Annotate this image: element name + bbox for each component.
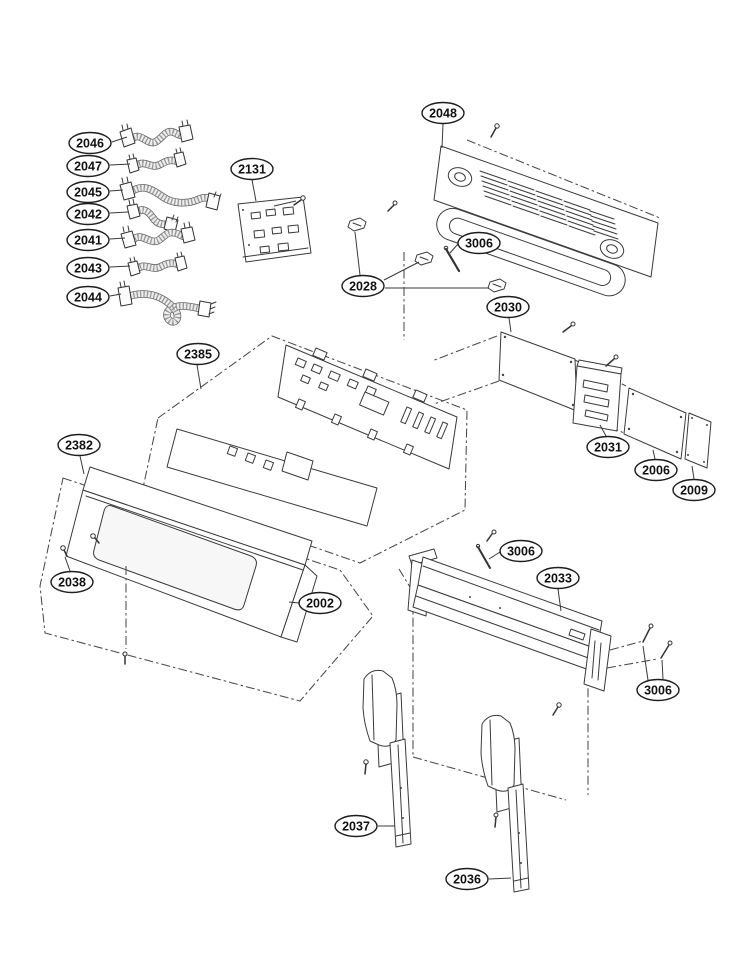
- callout-2031: [587, 425, 629, 458]
- callout-2009: [673, 466, 715, 501]
- part-number-label: 2028: [349, 279, 377, 294]
- leader-line: [197, 365, 201, 389]
- screw-icon: [553, 703, 561, 715]
- leader-line: [662, 660, 663, 679]
- leader-line: [442, 124, 443, 148]
- callout-2036: [446, 869, 511, 890]
- callout-2045: [67, 182, 123, 203]
- part-number-label: 2044: [74, 290, 102, 305]
- part-2048-vent-grille: [432, 124, 660, 300]
- part-number-label: 2009: [680, 483, 708, 498]
- screw-pin-icon: [444, 246, 459, 271]
- part-number-label: 3006: [465, 236, 493, 251]
- leader-line: [65, 557, 70, 571]
- part-2006-panel: [624, 388, 686, 459]
- part-2031-bracket: [573, 355, 622, 431]
- screw-pin-icon: [476, 544, 490, 568]
- leader-line: [692, 466, 694, 479]
- screw-icon: [606, 355, 618, 366]
- part-2131-pcb-assembly: [238, 196, 311, 262]
- leader-line: [80, 456, 84, 474]
- leader-line: [384, 262, 419, 280]
- callout-2030: [487, 297, 529, 333]
- screw-icon: [491, 124, 499, 137]
- part-number-label: 2047: [74, 159, 102, 174]
- part-number-label: 2131: [238, 162, 266, 177]
- part-number-label: 3006: [644, 683, 672, 698]
- leader-line: [252, 180, 256, 201]
- screw-icon: [487, 530, 496, 541]
- leader-line: [110, 212, 128, 213]
- part-number-label: 2030: [494, 300, 522, 315]
- part-number-label: 2036: [453, 872, 481, 887]
- callout-2041: [67, 230, 125, 251]
- screw-icon: [661, 641, 672, 658]
- callout-2047: [67, 156, 130, 177]
- part-number-label: 2041: [74, 233, 102, 248]
- part-number-label: 2042: [74, 207, 102, 222]
- screw-icon: [364, 760, 368, 774]
- callout-2048: [422, 103, 464, 149]
- part-number-label: 2385: [184, 347, 212, 362]
- part-number-label: 2037: [342, 819, 370, 834]
- part-number-label: 2038: [58, 575, 86, 590]
- leader-line: [450, 244, 458, 253]
- control-board-bracket: [278, 345, 457, 469]
- part-number-label: 2045: [74, 185, 102, 200]
- part-2036-side-bracket: [481, 703, 561, 892]
- leader-line: [509, 318, 511, 332]
- callout-3006: [637, 646, 679, 701]
- callout-2131: [231, 159, 273, 202]
- leader-line: [643, 646, 648, 680]
- leader-line: [355, 232, 360, 275]
- screw-icon: [123, 652, 127, 664]
- callout-2044: [67, 287, 121, 308]
- leader-line: [489, 552, 500, 559]
- callout-2043: [67, 258, 130, 279]
- part-number-label: 2048: [429, 106, 457, 121]
- part-number-label: 2382: [65, 438, 93, 453]
- part-number-label: 2006: [642, 463, 670, 478]
- callout-2385: [177, 344, 219, 390]
- part-number-label: 2043: [74, 261, 102, 276]
- part-2044-wire-harness: [118, 281, 216, 322]
- part-number-label: 3006: [507, 544, 535, 559]
- leader-line: [110, 266, 130, 267]
- part-number-label: 2033: [544, 571, 572, 586]
- screw-icon: [563, 322, 575, 332]
- part-number-label: 2002: [306, 596, 334, 611]
- part-2009-panel: [685, 413, 711, 468]
- callout-2037: [335, 816, 395, 837]
- callout-2042: [67, 204, 128, 225]
- part-2047-wire-harness: [127, 148, 186, 173]
- callout-2046: [69, 133, 127, 154]
- screw-icon: [388, 201, 397, 211]
- part-number-label: 2031: [594, 440, 622, 455]
- leader-line: [489, 878, 511, 879]
- leader-line: [110, 164, 130, 165]
- part-2046-wire-harness: [120, 120, 193, 147]
- screw-icon: [643, 624, 653, 642]
- screw-icon: [494, 813, 498, 827]
- leader-line: [653, 450, 655, 459]
- callout-3006: [489, 541, 542, 562]
- part-number-label: 2046: [76, 136, 104, 151]
- part-2043-wire-harness: [128, 252, 187, 276]
